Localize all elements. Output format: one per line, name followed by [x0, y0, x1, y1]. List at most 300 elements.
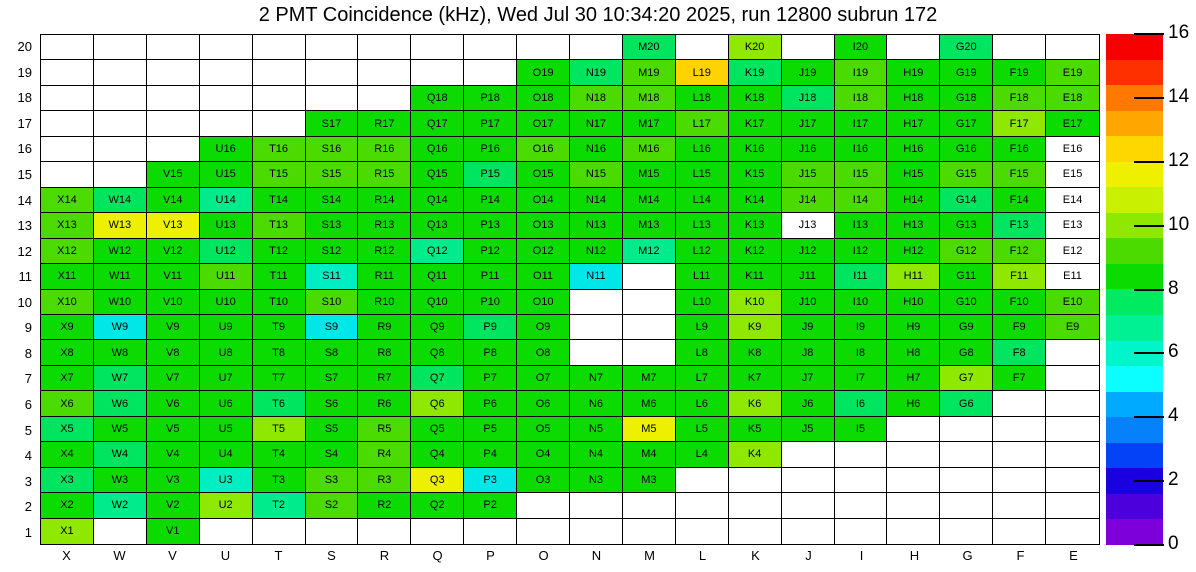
- cell-R14: R14: [358, 188, 411, 213]
- cell-R8: R8: [358, 340, 411, 365]
- cell-I6: I6: [835, 391, 888, 416]
- cell-L4: L4: [676, 442, 729, 467]
- cell-Q11: Q11: [411, 264, 464, 289]
- cell-I7: I7: [835, 366, 888, 391]
- cell-empty: [940, 519, 993, 544]
- y-axis-labels: [8, 34, 36, 545]
- cell-empty: [94, 86, 147, 111]
- cell-empty: [940, 493, 993, 518]
- cell-U11: U11: [200, 264, 253, 289]
- cell-empty: [1046, 493, 1099, 518]
- x-tick-label: X: [62, 548, 71, 563]
- cell-E13: E13: [1046, 213, 1099, 238]
- x-tick-label: J: [805, 548, 812, 563]
- cell-F12: F12: [993, 239, 1046, 264]
- x-tick-label: U: [220, 548, 231, 563]
- cell-empty: [200, 111, 253, 136]
- colorbar-tick: [1134, 352, 1164, 354]
- cell-empty: [676, 519, 729, 544]
- cell-W11: W11: [94, 264, 147, 289]
- cell-F11: F11: [993, 264, 1046, 289]
- cell-empty: [729, 493, 782, 518]
- cell-S14: S14: [306, 188, 359, 213]
- cell-empty: [200, 60, 253, 85]
- cell-I19: I19: [835, 60, 888, 85]
- cell-P17: P17: [464, 111, 517, 136]
- cell-P8: P8: [464, 340, 517, 365]
- cell-L15: L15: [676, 162, 729, 187]
- cell-N15: N15: [570, 162, 623, 187]
- cell-N11: N11: [570, 264, 623, 289]
- cell-V14: V14: [147, 188, 200, 213]
- cell-G6: G6: [940, 391, 993, 416]
- cell-K10: K10: [729, 290, 782, 315]
- cell-W9: W9: [94, 315, 147, 340]
- cell-I14: I14: [835, 188, 888, 213]
- cell-T9: T9: [253, 315, 306, 340]
- cell-empty: [1046, 340, 1099, 365]
- colorbar-tick-label: 10: [1168, 213, 1190, 235]
- cell-E12: E12: [1046, 239, 1099, 264]
- cell-U13: U13: [200, 213, 253, 238]
- cell-empty: [94, 162, 147, 187]
- cell-U2: U2: [200, 493, 253, 518]
- cell-empty: [570, 340, 623, 365]
- cell-V5: V5: [147, 417, 200, 442]
- y-tick-label: 9: [24, 320, 32, 336]
- cell-X1: X1: [41, 519, 94, 544]
- cell-empty: [1046, 391, 1099, 416]
- cell-O8: O8: [517, 340, 570, 365]
- cell-empty: [358, 35, 411, 60]
- cell-E14: E14: [1046, 188, 1099, 213]
- cell-V3: V3: [147, 468, 200, 493]
- y-tick-label: 17: [17, 115, 32, 131]
- cell-empty: [887, 519, 940, 544]
- cell-T2: T2: [253, 493, 306, 518]
- cell-P9: P9: [464, 315, 517, 340]
- colorbar-tick: [1134, 480, 1164, 482]
- colorbar-tick-label: 2: [1168, 469, 1179, 491]
- cell-J17: J17: [782, 111, 835, 136]
- cell-M13: M13: [623, 213, 676, 238]
- heatmap-grid: [40, 34, 1100, 545]
- cell-empty: [464, 519, 517, 544]
- cell-P18: P18: [464, 86, 517, 111]
- cell-empty: [41, 60, 94, 85]
- cell-T8: T8: [253, 340, 306, 365]
- cell-O12: O12: [517, 239, 570, 264]
- cell-M15: M15: [623, 162, 676, 187]
- colorbar-band: [1106, 60, 1163, 86]
- cell-T4: T4: [253, 442, 306, 467]
- y-tick-label: 11: [18, 269, 32, 285]
- cell-empty: [1046, 35, 1099, 60]
- cell-K13: K13: [729, 213, 782, 238]
- cell-F13: F13: [993, 213, 1046, 238]
- x-tick-label: O: [538, 548, 549, 563]
- cell-empty: [993, 35, 1046, 60]
- cell-K17: K17: [729, 111, 782, 136]
- cell-empty: [570, 519, 623, 544]
- cell-N17: N17: [570, 111, 623, 136]
- cell-H11: H11: [887, 264, 940, 289]
- cell-empty: [1046, 519, 1099, 544]
- cell-G16: G16: [940, 137, 993, 162]
- cell-M18: M18: [623, 86, 676, 111]
- cell-G11: G11: [940, 264, 993, 289]
- cell-V9: V9: [147, 315, 200, 340]
- cell-J13: J13: [782, 213, 835, 238]
- cell-Q5: Q5: [411, 417, 464, 442]
- cell-empty: [253, 519, 306, 544]
- cell-M5: M5: [623, 417, 676, 442]
- cell-K20: K20: [729, 35, 782, 60]
- cell-empty: [200, 519, 253, 544]
- cell-M7: M7: [623, 366, 676, 391]
- cell-empty: [1046, 366, 1099, 391]
- cell-L7: L7: [676, 366, 729, 391]
- cell-empty: [676, 35, 729, 60]
- cell-I18: I18: [835, 86, 888, 111]
- cell-L19: L19: [676, 60, 729, 85]
- cell-empty: [940, 417, 993, 442]
- y-tick-label: 13: [17, 218, 32, 234]
- colorbar-tick-label: 0: [1168, 532, 1179, 554]
- cell-P12: P12: [464, 239, 517, 264]
- cell-P3: P3: [464, 468, 517, 493]
- cell-empty: [411, 519, 464, 544]
- cell-empty: [676, 493, 729, 518]
- cell-W6: W6: [94, 391, 147, 416]
- colorbar-band: [1106, 111, 1163, 137]
- colorbar-band: [1106, 315, 1163, 341]
- cell-R16: R16: [358, 137, 411, 162]
- cell-empty: [887, 417, 940, 442]
- cell-G15: G15: [940, 162, 993, 187]
- cell-empty: [411, 35, 464, 60]
- cell-V10: V10: [147, 290, 200, 315]
- cell-T10: T10: [253, 290, 306, 315]
- cell-F19: F19: [993, 60, 1046, 85]
- cell-I5: I5: [835, 417, 888, 442]
- cell-K9: K9: [729, 315, 782, 340]
- cell-T16: T16: [253, 137, 306, 162]
- cell-L5: L5: [676, 417, 729, 442]
- cell-empty: [41, 137, 94, 162]
- cell-U3: U3: [200, 468, 253, 493]
- cell-E17: E17: [1046, 111, 1099, 136]
- cell-empty: [623, 315, 676, 340]
- cell-R9: R9: [358, 315, 411, 340]
- colorbar-tick: [1134, 33, 1164, 35]
- cell-S5: S5: [306, 417, 359, 442]
- cell-W8: W8: [94, 340, 147, 365]
- cell-X8: X8: [41, 340, 94, 365]
- cell-Q14: Q14: [411, 188, 464, 213]
- colorbar-tick: [1134, 161, 1164, 163]
- cell-J15: J15: [782, 162, 835, 187]
- cell-F9: F9: [993, 315, 1046, 340]
- cell-K14: K14: [729, 188, 782, 213]
- x-tick-label: E: [1069, 548, 1078, 563]
- cell-G19: G19: [940, 60, 993, 85]
- cell-J6: J6: [782, 391, 835, 416]
- cell-O18: O18: [517, 86, 570, 111]
- cell-empty: [835, 442, 888, 467]
- cell-E15: E15: [1046, 162, 1099, 187]
- colorbar-band: [1106, 519, 1163, 545]
- cell-O11: O11: [517, 264, 570, 289]
- cell-J19: J19: [782, 60, 835, 85]
- cell-O19: O19: [517, 60, 570, 85]
- cell-U6: U6: [200, 391, 253, 416]
- cell-empty: [835, 468, 888, 493]
- cell-E18: E18: [1046, 86, 1099, 111]
- cell-F8: F8: [993, 340, 1046, 365]
- cell-R4: R4: [358, 442, 411, 467]
- cell-empty: [464, 60, 517, 85]
- cell-X14: X14: [41, 188, 94, 213]
- cell-V11: V11: [147, 264, 200, 289]
- cell-Q18: Q18: [411, 86, 464, 111]
- cell-empty: [887, 442, 940, 467]
- cell-J14: J14: [782, 188, 835, 213]
- cell-P15: P15: [464, 162, 517, 187]
- cell-empty: [835, 493, 888, 518]
- cell-G12: G12: [940, 239, 993, 264]
- colorbar-band: [1106, 443, 1163, 469]
- cell-W5: W5: [94, 417, 147, 442]
- y-tick-label: 15: [17, 167, 32, 183]
- cell-V12: V12: [147, 239, 200, 264]
- cell-I10: I10: [835, 290, 888, 315]
- cell-X6: X6: [41, 391, 94, 416]
- cell-R6: R6: [358, 391, 411, 416]
- x-tick-label: W: [113, 548, 126, 563]
- cell-empty: [729, 519, 782, 544]
- cell-M6: M6: [623, 391, 676, 416]
- cell-M19: M19: [623, 60, 676, 85]
- cell-J18: J18: [782, 86, 835, 111]
- cell-R3: R3: [358, 468, 411, 493]
- cell-O10: O10: [517, 290, 570, 315]
- cell-E10: E10: [1046, 290, 1099, 315]
- cell-empty: [306, 60, 359, 85]
- cell-P6: P6: [464, 391, 517, 416]
- x-tick-label: M: [644, 548, 655, 563]
- cell-U15: U15: [200, 162, 253, 187]
- cell-empty: [306, 86, 359, 111]
- cell-empty: [253, 111, 306, 136]
- cell-V8: V8: [147, 340, 200, 365]
- cell-L16: L16: [676, 137, 729, 162]
- cell-G18: G18: [940, 86, 993, 111]
- cell-M4: M4: [623, 442, 676, 467]
- cell-N7: N7: [570, 366, 623, 391]
- cell-H14: H14: [887, 188, 940, 213]
- cell-K12: K12: [729, 239, 782, 264]
- cell-U7: U7: [200, 366, 253, 391]
- cell-empty: [1046, 417, 1099, 442]
- cell-empty: [41, 111, 94, 136]
- cell-V4: V4: [147, 442, 200, 467]
- cell-H10: H10: [887, 290, 940, 315]
- colorbar-tick: [1134, 416, 1164, 418]
- cell-empty: [358, 60, 411, 85]
- cell-empty: [253, 86, 306, 111]
- cell-empty: [358, 86, 411, 111]
- cell-P2: P2: [464, 493, 517, 518]
- colorbar-tick: [1134, 97, 1164, 99]
- cell-F16: F16: [993, 137, 1046, 162]
- cell-K6: K6: [729, 391, 782, 416]
- cell-empty: [147, 60, 200, 85]
- cell-Q8: Q8: [411, 340, 464, 365]
- cell-empty: [887, 493, 940, 518]
- cell-J11: J11: [782, 264, 835, 289]
- y-tick-label: 8: [24, 345, 32, 361]
- cell-empty: [94, 111, 147, 136]
- x-tick-label: S: [327, 548, 336, 563]
- cell-F18: F18: [993, 86, 1046, 111]
- cell-M16: M16: [623, 137, 676, 162]
- cell-R17: R17: [358, 111, 411, 136]
- colorbar-band: [1106, 392, 1163, 418]
- cell-K19: K19: [729, 60, 782, 85]
- cell-H17: H17: [887, 111, 940, 136]
- cell-G13: G13: [940, 213, 993, 238]
- cell-empty: [993, 442, 1046, 467]
- cell-empty: [41, 86, 94, 111]
- cell-Q4: Q4: [411, 442, 464, 467]
- cell-U12: U12: [200, 239, 253, 264]
- cell-H7: H7: [887, 366, 940, 391]
- cell-empty: [94, 60, 147, 85]
- cell-empty: [782, 35, 835, 60]
- cell-J16: J16: [782, 137, 835, 162]
- cell-empty: [993, 493, 1046, 518]
- cell-M14: M14: [623, 188, 676, 213]
- cell-G14: G14: [940, 188, 993, 213]
- cell-Q12: Q12: [411, 239, 464, 264]
- cell-empty: [200, 86, 253, 111]
- cell-L9: L9: [676, 315, 729, 340]
- cell-H18: H18: [887, 86, 940, 111]
- cell-empty: [570, 290, 623, 315]
- cell-I13: I13: [835, 213, 888, 238]
- cell-empty: [517, 493, 570, 518]
- cell-P7: P7: [464, 366, 517, 391]
- y-tick-label: 2: [24, 499, 32, 515]
- colorbar-band: [1106, 34, 1163, 60]
- cell-empty: [676, 468, 729, 493]
- cell-empty: [729, 468, 782, 493]
- cell-R13: R13: [358, 213, 411, 238]
- cell-empty: [782, 442, 835, 467]
- cell-empty: [940, 442, 993, 467]
- cell-G20: G20: [940, 35, 993, 60]
- cell-X4: X4: [41, 442, 94, 467]
- cell-empty: [1046, 442, 1099, 467]
- cell-O13: O13: [517, 213, 570, 238]
- cell-O4: O4: [517, 442, 570, 467]
- cell-T14: T14: [253, 188, 306, 213]
- y-tick-label: 14: [17, 192, 32, 208]
- cell-S6: S6: [306, 391, 359, 416]
- colorbar-band: [1106, 264, 1163, 290]
- cell-W13: W13: [94, 213, 147, 238]
- cell-O9: O9: [517, 315, 570, 340]
- y-tick-label: 3: [24, 473, 32, 489]
- cell-H6: H6: [887, 391, 940, 416]
- cell-S11: S11: [306, 264, 359, 289]
- cell-J8: J8: [782, 340, 835, 365]
- cell-K8: K8: [729, 340, 782, 365]
- colorbar-tick: [1134, 225, 1164, 227]
- cell-L8: L8: [676, 340, 729, 365]
- cell-I9: I9: [835, 315, 888, 340]
- cell-empty: [623, 493, 676, 518]
- cell-empty: [993, 417, 1046, 442]
- cell-U14: U14: [200, 188, 253, 213]
- cell-J7: J7: [782, 366, 835, 391]
- cell-empty: [835, 519, 888, 544]
- x-tick-label: V: [168, 548, 177, 563]
- cell-T5: T5: [253, 417, 306, 442]
- cell-S9: S9: [306, 315, 359, 340]
- cell-N4: N4: [570, 442, 623, 467]
- cell-X10: X10: [41, 290, 94, 315]
- y-tick-label: 16: [17, 141, 32, 157]
- cell-T3: T3: [253, 468, 306, 493]
- cell-R10: R10: [358, 290, 411, 315]
- cell-U4: U4: [200, 442, 253, 467]
- cell-L18: L18: [676, 86, 729, 111]
- cell-P4: P4: [464, 442, 517, 467]
- x-tick-label: T: [274, 548, 283, 563]
- cell-U8: U8: [200, 340, 253, 365]
- cell-I8: I8: [835, 340, 888, 365]
- cell-N3: N3: [570, 468, 623, 493]
- cell-empty: [570, 35, 623, 60]
- y-tick-label: 10: [17, 294, 32, 310]
- colorbar-band: [1106, 289, 1163, 315]
- cell-empty: [200, 35, 253, 60]
- cell-F14: F14: [993, 188, 1046, 213]
- cell-J12: J12: [782, 239, 835, 264]
- colorbar-band: [1106, 187, 1163, 213]
- cell-U10: U10: [200, 290, 253, 315]
- cell-empty: [782, 493, 835, 518]
- cell-N14: N14: [570, 188, 623, 213]
- cell-R12: R12: [358, 239, 411, 264]
- cell-G8: G8: [940, 340, 993, 365]
- y-tick-label: 12: [17, 243, 32, 259]
- cell-V2: V2: [147, 493, 200, 518]
- cell-X7: X7: [41, 366, 94, 391]
- cell-S4: S4: [306, 442, 359, 467]
- cell-P13: P13: [464, 213, 517, 238]
- cell-L6: L6: [676, 391, 729, 416]
- cell-F10: F10: [993, 290, 1046, 315]
- y-tick-label: 6: [24, 396, 32, 412]
- cell-N6: N6: [570, 391, 623, 416]
- cell-P5: P5: [464, 417, 517, 442]
- cell-H15: H15: [887, 162, 940, 187]
- cell-empty: [41, 162, 94, 187]
- x-tick-label: N: [591, 548, 602, 563]
